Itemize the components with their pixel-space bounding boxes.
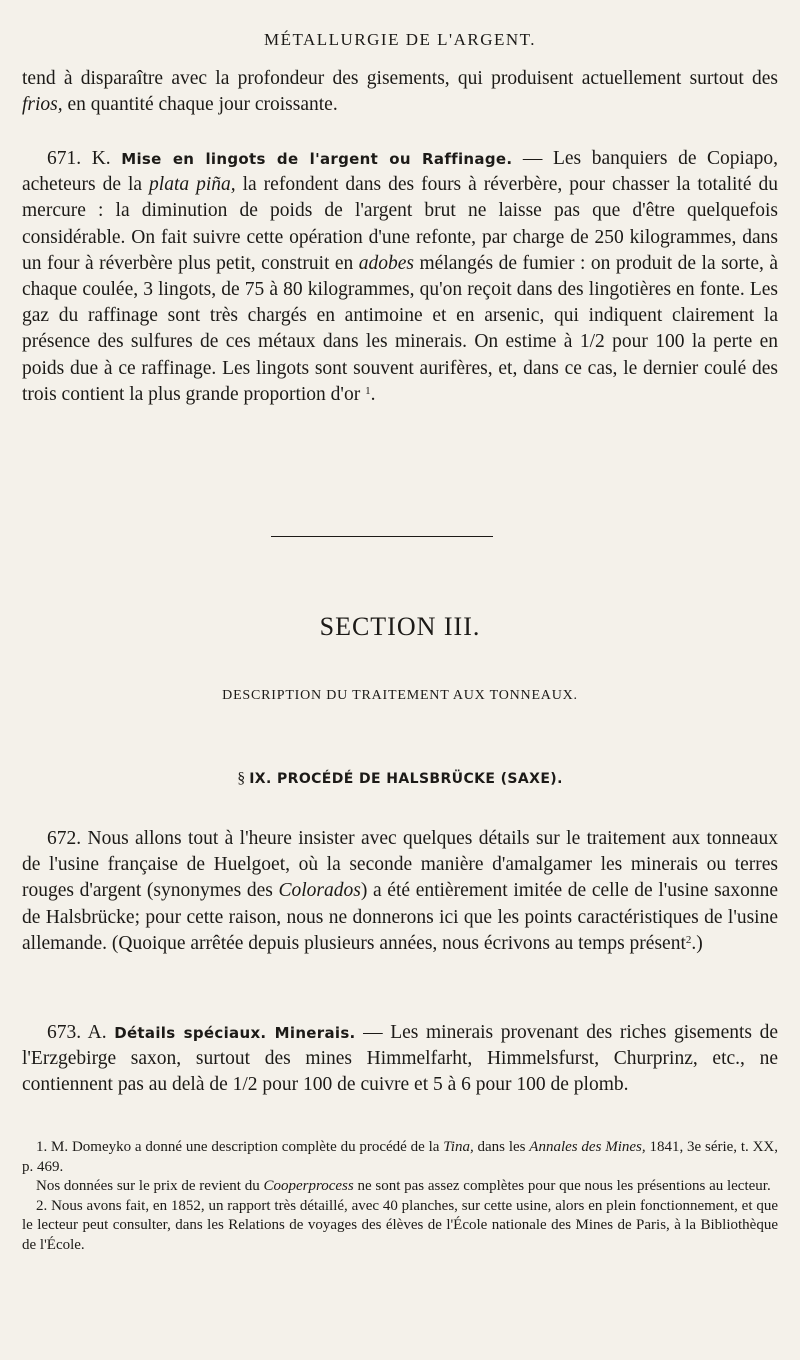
paragraph-673 [22, 1020, 778, 1099]
text-run: dans les [473, 1139, 530, 1155]
paragraph-number: 671. K. [47, 148, 111, 169]
text-run: ne sont pas assez complètes pour que nous les présentions au lecteur. [353, 1178, 771, 1194]
italic-term: frios, [22, 94, 63, 116]
section-symbol: § [237, 770, 246, 787]
text-run: 1841, 3e série, t. XX, p. 469. [22, 1139, 779, 1175]
footnote-2 [22, 1197, 778, 1256]
section-divider [271, 536, 493, 537]
text-run: ) a été entièrement imitée de celle de l'usine saxonne de Halsbrücke; pour cette raison, nous ne donnerons ici que les points caractéristiques de l'usine allemande. (Quoique arrêtée depuis plusieurs années, nous écrivons au temps présent [22, 880, 778, 954]
italic-term: Annales des Mines, [529, 1139, 646, 1155]
text-run: — Les banquiers de Copiapo, acheteurs de la [22, 148, 779, 196]
paragraph-heading: Mise en lingots de l'argent ou Raffinage. [121, 150, 513, 168]
section-title: SECTION III. [319, 612, 481, 641]
text-run: la refondent dans des fours à réverbère, pour chasser la totalité du mercure : la diminution de poids de l'argent brut ne laisse pas que d'être quelquefois considérable. On fait suivre cette opération d'une refonte, par charge de 250 kilogrammes, dans un four à réverbère plus petit, construit en [22, 174, 778, 274]
footnote-ref[interactable]: 1 [365, 384, 371, 397]
text-run: 1. M. Domeyko a donné une description complète du procédé de la [36, 1139, 444, 1155]
text-run: .) [691, 932, 703, 954]
subsection-heading [0, 770, 800, 788]
subsection-title: IX. PROCÉDÉ DE HALSBRÜCKE (SAXE). [249, 771, 563, 787]
text-run: Nous allons tout à l'heure insister avec quelques détails sur le traitement aux tonneaux de l'usine française de Huelgoet, où la seconde manière d'amalgamer les minerais ou terres rouges d'argent (synonymes des [22, 828, 778, 902]
text-run: — Les minerais provenant des riches gisements de l'Erzgebirge saxon, surtout des mines Himmelfarht, Himmelsfurst, Churprinz, etc., ne contiennent pas au delà de 1/2 pour 100 de cuivre et 5 à 6 pour 100 de plomb. [22, 1022, 778, 1096]
paragraph-number: 672. [47, 828, 82, 849]
italic-term: plata piña, [149, 174, 236, 196]
text-run: Nos données sur le prix de revient du [36, 1178, 264, 1194]
italic-term: Tina, [443, 1139, 474, 1155]
text-run: en quantité chaque jour croissante. [62, 94, 338, 116]
text-run: 2. Nous avons fait, en 1852, un rapport très détaillé, avec 40 planches, sur cette usine, alors en plein fonctionnement, et que le lecteur peut consulter, dans les Relations de voyages des élèves de l'École nationale des Mines de Paris, à la Bibliothèque de l'École. [22, 1197, 778, 1253]
footnote-ref[interactable]: 2 [685, 933, 692, 946]
paragraph-number: 673. A. [47, 1022, 107, 1043]
italic-term: Colorados [278, 880, 361, 902]
paragraph-671 [22, 146, 778, 408]
italic-term: adobes [358, 252, 415, 274]
footnote-1 [22, 1138, 778, 1177]
paragraph-heading: Détails spéciaux. Minerais. [114, 1024, 356, 1042]
section-subtitle: DESCRIPTION DU TRAITEMENT AUX TONNEAUX. [222, 688, 578, 703]
running-header [0, 30, 800, 50]
text-run: tend à disparaître avec la profondeur des gisements, qui produisent actuellement surtout des [22, 68, 778, 89]
paragraph-continuation [22, 66, 778, 118]
footnotes [22, 1138, 778, 1255]
paragraph-672 [22, 826, 778, 957]
footnote-1-continued [22, 1177, 778, 1197]
italic-term: Cooperprocess [263, 1178, 354, 1194]
text-run: . [370, 383, 376, 405]
text-run: mélangés de fumier : on produit de la sorte, à chaque coulée, 3 lingots, de 75 à 80 kilogrammes, qu'on reçoit dans des lingotières en fonte. Les gaz du raffinage sont très chargés en antimoine et en arsenic, qui indiquent clairement la présence des sulfures de ces métaux dans les minerais. On estime à 1/2 pour 100 la perte en poids due à ce raffinage. Les lingots sont souvent aurifères, et, dans ce cas, le dernier coulé des trois contient la plus grande proportion d'or [22, 252, 778, 405]
running-title: MÉTALLURGIE DE L'ARGENT. [263, 30, 537, 49]
